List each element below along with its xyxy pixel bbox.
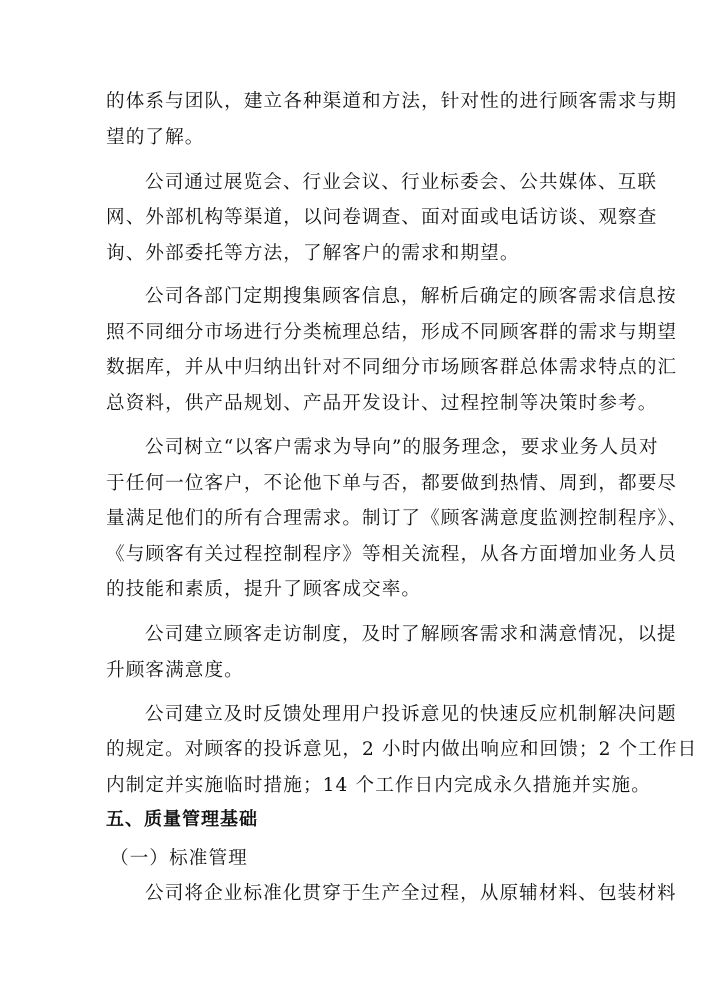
text-line: 公司通过展览会、行业会议、行业标委会、公共媒体、互联 bbox=[145, 172, 658, 193]
text-line: 公司各部门定期搜集顾客信息，解析后确定的顾客需求信息按 bbox=[145, 286, 677, 307]
text-line: 公司建立及时反馈处理用户投诉意见的快速反应机制解决问题 bbox=[145, 704, 677, 725]
text-line: 内制定并实施临时措施；14 个工作日内完成永久措施并实施。 bbox=[106, 775, 651, 796]
text-line: 数据库，并从中归纳出针对不同细分市场顾客群总体需求特点的汇 bbox=[106, 357, 678, 378]
subsection-heading: （一）标准管理 bbox=[110, 848, 248, 869]
text-line: 望的了解。 bbox=[106, 127, 205, 148]
text-line: 公司树立“以客户需求为导向”的服务理念，要求业务人员对 bbox=[145, 437, 659, 458]
text-line: 《与顾客有关过程控制程序》等相关流程，从各方面增加业务人员 bbox=[106, 544, 678, 565]
text-line: 于任何一位客户，不论他下单与否，都要做到热情、周到，都要尽 bbox=[106, 473, 678, 494]
section-heading: 五、质量管理基础 bbox=[106, 809, 258, 830]
text-line: 的规定。对顾客的投诉意见，2 小时内做出响应和回馈；2 个工作日 bbox=[106, 739, 698, 760]
text-line: 网、外部机构等渠道，以问卷调查、面对面或电话访谈、观察查 bbox=[106, 207, 658, 228]
text-line: 公司将企业标准化贯穿于生产全过程，从原辅材料、包装材料 bbox=[145, 883, 677, 904]
text-line: 总资料，供产品规划、产品开发设计、过程控制等决策时参考。 bbox=[106, 393, 658, 414]
text-line: 询、外部委托等方法，了解客户的需求和期望。 bbox=[106, 243, 520, 264]
text-line: 升顾客满意度。 bbox=[106, 660, 244, 681]
text-line: 量满足他们的所有合理需求。制订了《顾客满意度监测控制程序》、 bbox=[106, 508, 688, 529]
text-line: 的体系与团队，建立各种渠道和方法，针对性的进行顾客需求与期 bbox=[106, 91, 678, 112]
text-line: 公司建立顾客走访制度，及时了解顾客需求和满意情况，以提 bbox=[145, 624, 677, 645]
text-line: 照不同细分市场进行分类梳理总结，形成不同顾客群的需求与期望 bbox=[106, 322, 678, 343]
text-line: 的技能和素质，提升了顾客成交率。 bbox=[106, 579, 422, 600]
